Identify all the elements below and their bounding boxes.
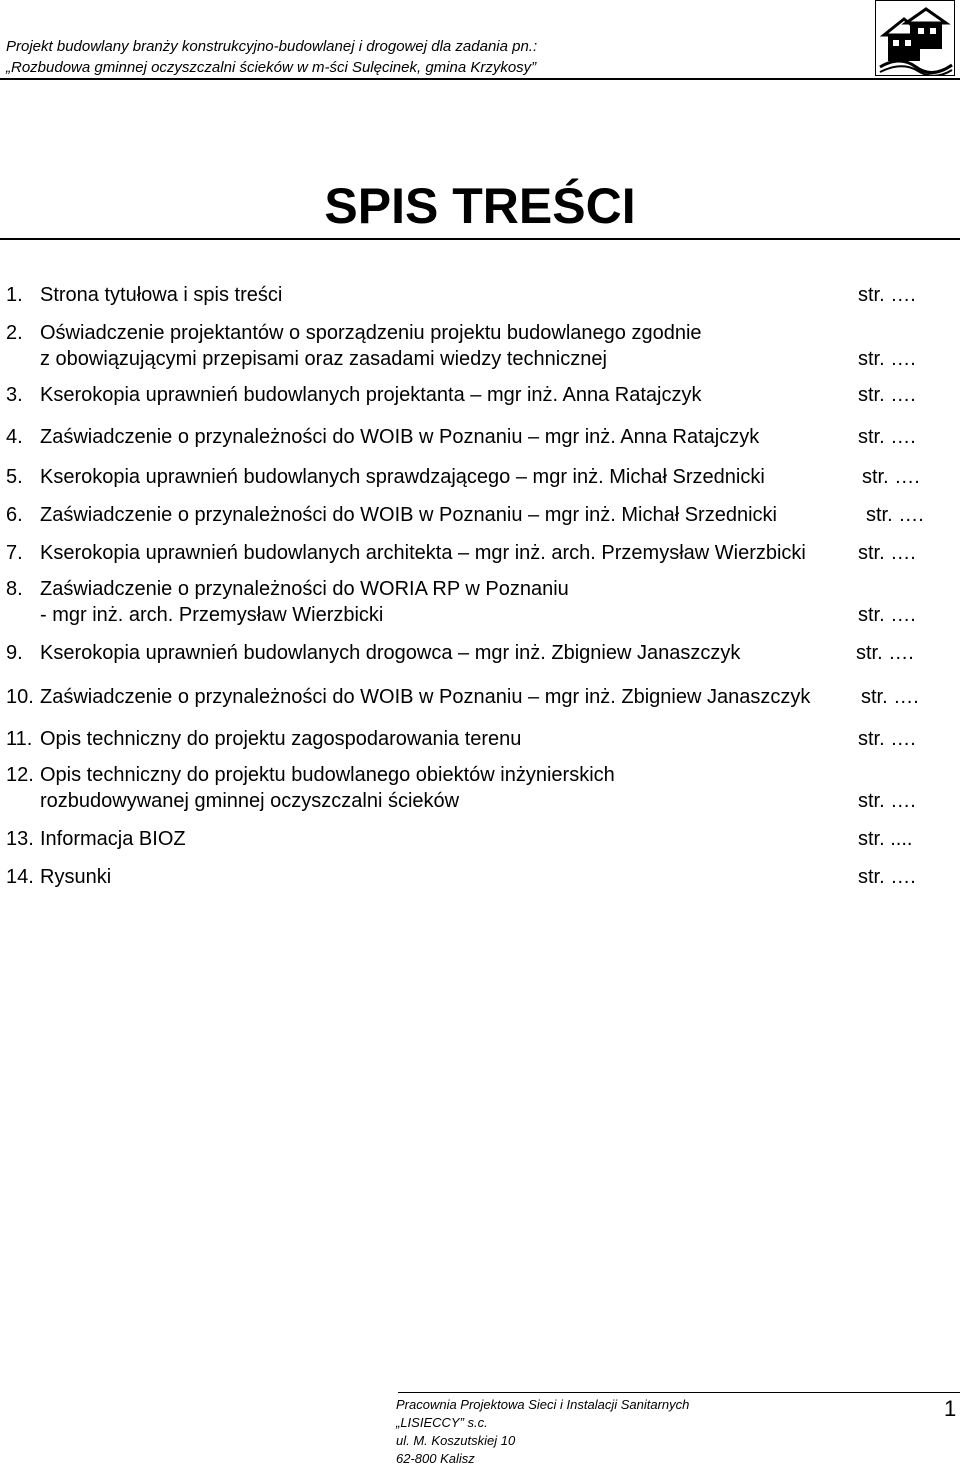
toc-entry-page: str. …. bbox=[858, 426, 916, 448]
toc-entry-text: Opis techniczny do projektu budowlanego obiektów inżynierskich bbox=[40, 764, 615, 786]
header-task-line: „Rozbudowa gminnej oczyszczalni ścieków w m-ści Sulęcinek, gmina Krzykosy” bbox=[6, 59, 537, 76]
document-footer bbox=[396, 1396, 689, 1468]
toc-entry-number: 10. bbox=[6, 686, 34, 708]
toc-entry-number: 7. bbox=[6, 542, 23, 564]
toc-entry-number: 5. bbox=[6, 466, 23, 488]
toc-entry-text: Informacja BIOZ bbox=[40, 828, 186, 850]
page-title bbox=[0, 176, 960, 236]
toc-entry-page: str. …. bbox=[858, 790, 916, 812]
toc-entry-text: Kserokopia uprawnień budowlanych projektanta – mgr inż. Anna Ratajczyk bbox=[40, 384, 702, 406]
toc-entry-text: Zaświadczenie o przynależności do WOIB w Poznaniu – mgr inż. Michał Srzednicki bbox=[40, 504, 777, 526]
house-logo-icon bbox=[876, 1, 954, 75]
toc-entry-text: Zaświadczenie o przynależności do WORIA RP w Poznaniu bbox=[40, 578, 569, 600]
header-divider bbox=[0, 78, 960, 80]
toc-entry-number: 1. bbox=[6, 284, 23, 306]
toc-entry-page: str. …. bbox=[866, 504, 924, 526]
toc-entry-text: Rysunki bbox=[40, 866, 112, 888]
page-number: 1 bbox=[944, 1396, 957, 1421]
toc-entry-page: str. …. bbox=[858, 728, 916, 750]
toc-entry-text: Kserokopia uprawnień budowlanych architekta – mgr inż. arch. Przemysław Wierzbicki bbox=[40, 542, 806, 564]
toc-entry-number: 8. bbox=[6, 578, 23, 600]
toc-entry-text: rozbudowywanej gminnej oczyszczalni ścieków bbox=[40, 790, 460, 812]
toc-entry-number: 3. bbox=[6, 384, 23, 406]
toc-entry-page: str. …. bbox=[856, 642, 914, 664]
toc-entry-page: str. …. bbox=[858, 604, 916, 626]
toc-entry-text: Zaświadczenie o przynależności do WOIB w Poznaniu – mgr inż. Zbigniew Janaszczyk bbox=[40, 686, 811, 708]
toc-entry-page: str. …. bbox=[858, 866, 916, 888]
toc-entry-page: str. .... bbox=[858, 828, 913, 850]
toc-entry-number: 11. bbox=[6, 728, 33, 750]
toc-entry-number: 9. bbox=[6, 642, 23, 664]
toc-entry-number: 6. bbox=[6, 504, 23, 526]
toc-entry-text: - mgr inż. arch. Przemysław Wierzbicki bbox=[40, 604, 384, 626]
toc-entry-text: Kserokopia uprawnień budowlanych drogowca – mgr inż. Zbigniew Janaszczyk bbox=[40, 642, 741, 664]
toc-entry-text: Opis techniczny do projektu zagospodarowania terenu bbox=[40, 728, 522, 750]
toc-entry-page: str. …. bbox=[862, 466, 920, 488]
toc-entry-page: str. …. bbox=[861, 686, 919, 708]
footer-divider bbox=[398, 1392, 960, 1393]
toc-entry-number: 2. bbox=[6, 322, 23, 344]
footer-city: 62-800 Kalisz bbox=[396, 1451, 475, 1466]
company-logo bbox=[875, 0, 955, 76]
title-divider bbox=[0, 238, 960, 240]
page-title-text: SPIS TREŚCI bbox=[324, 178, 636, 234]
toc-entry-text: Oświadczenie projektantów o sporządzeniu projektu budowlanego zgodnie bbox=[40, 322, 702, 344]
toc-entry-page: str. …. bbox=[858, 348, 916, 370]
toc-entry-text: Strona tytułowa i spis treści bbox=[40, 284, 283, 306]
footer-company-line: Pracownia Projektowa Sieci i Instalacji Sanitarnych bbox=[396, 1397, 690, 1412]
toc-entry-text: z obowiązującymi przepisami oraz zasadami wiedzy technicznej bbox=[40, 348, 607, 370]
toc-entry-number: 12. bbox=[6, 764, 34, 786]
toc-entry-number: 14. bbox=[6, 866, 34, 888]
footer-street: ul. M. Koszutskiej 10 bbox=[396, 1433, 516, 1448]
toc-entry-number: 4. bbox=[6, 426, 23, 448]
toc-entry-page: str. …. bbox=[858, 542, 916, 564]
toc-entry-page: str. …. bbox=[858, 284, 916, 306]
header-project-line: Projekt budowlany branży konstrukcyjno-budowlanej i drogowej dla zadania pn.: bbox=[6, 38, 538, 55]
toc-entry-text: Zaświadczenie o przynależności do WOIB w Poznaniu – mgr inż. Anna Ratajczyk bbox=[40, 426, 760, 448]
toc-entry-text: Kserokopia uprawnień budowlanych sprawdzającego – mgr inż. Michał Srzednicki bbox=[40, 466, 765, 488]
toc-entry-number: 13. bbox=[6, 828, 34, 850]
footer-company-name: „LISIECCY” s.c. bbox=[396, 1415, 488, 1430]
toc-entry-page: str. …. bbox=[858, 384, 916, 406]
document-header bbox=[6, 36, 866, 78]
